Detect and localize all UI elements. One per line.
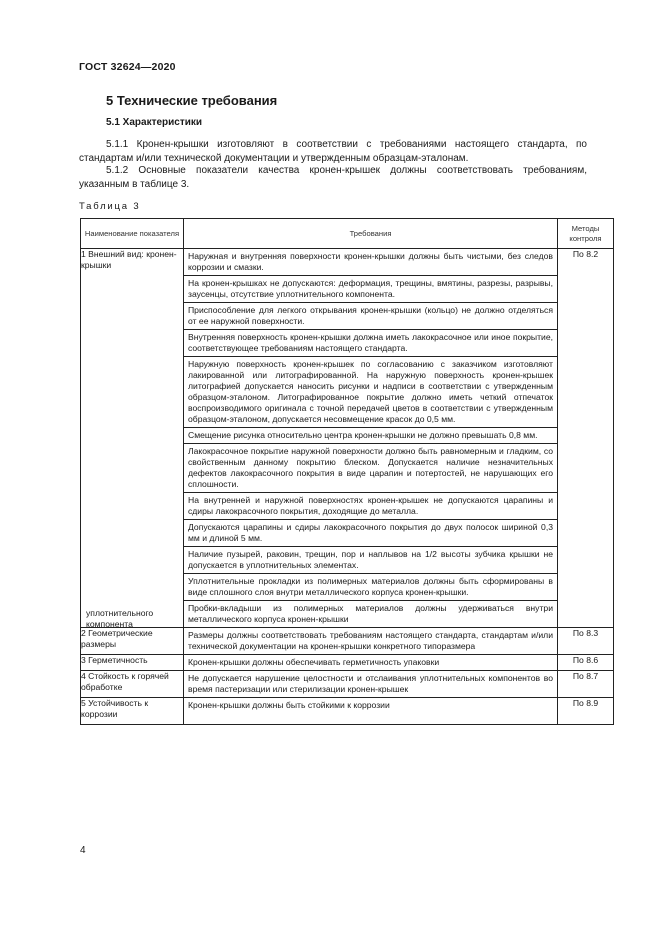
paragraph-5-1-1: 5.1.1 Кронен-крышки изготовляют в соответствии с требованиями настоящего стандарта, по стандартам и/или технической документации и утвержденным образцам-эталонам. [79,139,587,164]
requirement-item: Кронен-крышки должны быть стойкими к коррозии [188,700,390,710]
page-number: 4 [80,845,86,856]
row-sub-name: уплотнительного компонента [86,608,154,629]
row-method: По 8.9 [558,698,614,725]
table-row [81,249,614,628]
header-methods: Методы контроля [558,219,614,249]
row-requirements-cell [184,698,558,725]
requirement-item: Наличие пузырей, раковин, трещин, пор и наплывов на 1/2 высоты зубчика крышки не допускается в уплотнительных элементах. [184,547,557,574]
row-name-cell [81,249,184,628]
row-requirements-cell [184,628,558,655]
requirement-item: Уплотнительные прокладки из полимерных материалов должны быть сформированы в виде сплошного слоя внутри металлического корпуса кронен-крышки. [184,574,557,601]
requirement-item: Не допускается нарушение целостности и отслаивания уплотнительных компонентов во время пастеризации или стерилизации кронен-крышек [188,673,553,694]
row-method: По 8.2 [558,249,614,628]
table-row [81,655,614,671]
requirement-item: На кронен-крышках не допускаются: деформация, трещины, вмятины, разрезы, разрывы, заусенцы, отсутствие уплотнительного компонента. [184,276,557,303]
row-name: 1 Внешний вид: кронен-крышки [81,249,177,270]
standard-code: ГОСТ 32624—2020 [79,61,176,73]
row-requirements-cell [184,655,558,671]
requirement-item: Размеры должны соответствовать требованиям настоящего стандарта, стандартам и/или технической документации на кронен-крышки конкретного типоразмера [188,630,553,651]
requirement-item: Пробки-вкладыши из полимерных материалов должны удерживаться внутри металлического корпуса кронен-крышки [188,603,553,624]
requirements-table [80,218,614,725]
subsection-title: 5.1 Характеристики [106,117,203,128]
requirement-item: Кронен-крышки должны обеспечивать герметичность упаковки [188,657,440,667]
requirement-item: Смещение рисунка относительно центра кронен-крышки не должно превышать 0,8 мм. [184,428,557,444]
row-method: По 8.6 [558,655,614,671]
requirement-item: Наружная и внутренняя поверхности кронен-крышки должны быть чистыми, без следов коррозии и смазки. [184,249,557,276]
row-name: 4 Стойкость к горячей обработке [81,671,184,698]
table-row [81,628,614,655]
row-requirements-cell [184,671,558,698]
table-row [81,671,614,698]
table-row [81,698,614,725]
paragraph-5-1-2: 5.1.2 Основные показатели качества кронен-крышек должны соответствовать требованиям, указанным в таблице 3. [79,165,587,190]
header-indicator: Наименование показателя [81,219,184,249]
row-requirements-cell [184,249,558,628]
requirement-item: Приспособление для легкого открывания кронен-крышки (кольцо) не должно отделяться от ее наружной поверхности. [184,303,557,330]
requirement-item: Лакокрасочное покрытие наружной поверхности должно быть равномерным и гладким, со свойственным данному покрытию блеском. Допускается наличие незначительных дефектов лакокрасочного покрытия в виде царапин и потертостей, не нарушающих его сплошности. [184,444,557,493]
header-requirements: Требования [184,219,558,249]
requirement-item: Внутренняя поверхность кронен-крышки должна иметь лакокрасочное или иное покрытие, соответствующее требованиям настоящего стандарта. [184,330,557,357]
table-header-row [81,219,614,249]
row-method: По 8.3 [558,628,614,655]
row-name: 3 Герметичность [81,655,184,671]
row-method: По 8.7 [558,671,614,698]
section-title: 5 Технические требования [106,93,278,108]
row-name: 2 Геометрические размеры [81,628,184,655]
requirement-item: Допускаются царапины и сдиры лакокрасочного покрытия до двух полосок шириной 0,3 мм и длиной 5 мм. [184,520,557,547]
requirement-item: На внутренней и наружной поверхностях кронен-крышек не допускаются царапины и сдиры лакокрасочного покрытия, доходящие до металла. [184,493,557,520]
requirement-item: Наружную поверхность кронен-крышек по согласованию с заказчиком изготовляют лакированной или литографированной. На наружную поверхность кронен-крышек литографией допускается наносить рисунки и надписи в соответствии с утвержденным образцом-эталоном. Литографированное покрытие должно иметь четкий отпечаток воспроизводимого оригинала с точной передачей цветов в соответствии с утвержденным образцом-эталоном, допускается несовмещение красок до 0,5 мм. [184,357,557,428]
table-caption: Таблица 3 [79,201,139,212]
row-name: 5 Устойчивость к коррозии [81,698,184,725]
